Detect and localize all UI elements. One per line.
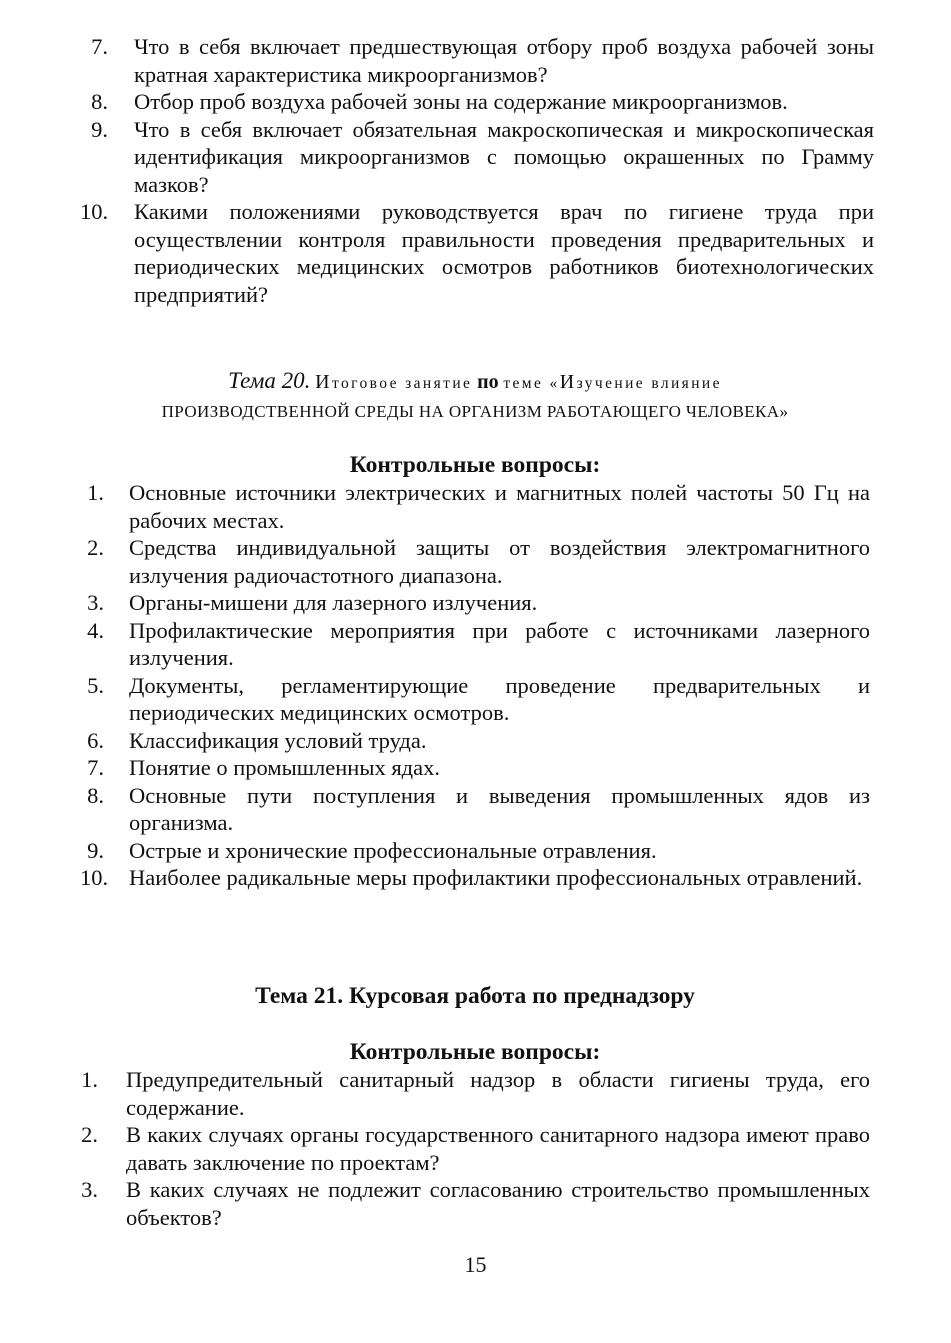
list-item-text: Основные пути поступления и выведения промышленных ядов из организма. xyxy=(129,782,870,835)
list-item xyxy=(80,837,870,865)
list-item-text: Профилактические мероприятия при работе с источниками лазерного излучения. xyxy=(129,617,870,670)
list-item xyxy=(80,754,870,782)
list-item xyxy=(80,672,870,727)
list-item xyxy=(80,479,870,534)
list-item xyxy=(80,534,870,589)
section-21-heading: Контрольные вопросы: xyxy=(349,1039,601,1065)
topic-20-word: зучение влияние xyxy=(576,375,722,392)
list-item-text: Органы-мишени для лазерного излучения. xyxy=(129,590,538,615)
list-item-number: 3. xyxy=(87,590,104,615)
topic-21-title: Тема 21. Курсовая работа по преднадзору xyxy=(255,983,695,1009)
list-item-number: 8. xyxy=(87,782,104,808)
list-item-number: 1. xyxy=(81,1067,98,1092)
questions-list-topic20 xyxy=(80,479,870,892)
topic-20-title-line1 xyxy=(80,367,870,398)
list-item-text: Какими положениями руководствуется врач по гигиене труда при осуществлении контроля правильности проведения предварительных и периодических медицинских осмотров работников биотехнологических предприятий? xyxy=(134,199,874,307)
list-item-number: 7. xyxy=(91,34,108,59)
topic-20-word: теме « xyxy=(503,375,560,392)
topic-20-title xyxy=(80,367,870,426)
topic-20-lead: Тема 20. xyxy=(228,368,311,393)
list-item-text: Документы, регламентирующие проведение предварительных и периодических медицинских осмотров. xyxy=(129,672,870,725)
list-item-number: 9. xyxy=(87,837,104,863)
list-item-number: 2. xyxy=(87,535,104,560)
list-item xyxy=(80,589,870,617)
list-item-text: Отбор проб воздуха рабочей зоны на содержание микроорганизмов. xyxy=(134,89,788,114)
list-item xyxy=(80,116,874,199)
list-item xyxy=(80,727,870,755)
page-number: 15 xyxy=(464,1252,487,1277)
list-item xyxy=(80,88,874,116)
list-item-text: Понятие о промышленных ядах. xyxy=(129,755,440,780)
list-item-number: 4. xyxy=(87,617,104,643)
list-item-text: Острые и хронические профессиональные отравления. xyxy=(129,837,657,863)
questions-list-topic19 xyxy=(80,33,874,308)
list-item-number: 10. xyxy=(80,865,109,890)
list-item-number: 3. xyxy=(81,1177,98,1202)
list-item xyxy=(80,33,874,88)
list-item-number: 1. xyxy=(87,480,104,505)
questions-list-topic21 xyxy=(80,1066,870,1231)
list-item-text: Что в себя включает предшествующая отбору проб воздуха рабочей зоны кратная характеристика микроорганизмов? xyxy=(134,34,874,87)
list-item-number: 9. xyxy=(91,116,108,142)
list-item xyxy=(80,1176,870,1231)
list-item xyxy=(80,864,870,892)
list-item-number: 10. xyxy=(80,199,109,224)
topic-20-word: тоговое занятие xyxy=(331,375,473,392)
list-item xyxy=(80,1066,870,1121)
list-item-number: 7. xyxy=(87,755,104,780)
list-item-number: 5. xyxy=(87,672,104,698)
list-item-text: В каких случаях не подлежит согласованию строительство промышленных объектов? xyxy=(126,1177,870,1230)
list-item-text: В каких случаях органы государственного санитарного надзора имеют право давать заключение по проектам? xyxy=(126,1122,870,1175)
topic-20-word-cap: И xyxy=(559,371,577,393)
list-item-text: Предупредительный санитарный надзор в области гигиены труда, его содержание. xyxy=(126,1067,870,1120)
list-item-number: 6. xyxy=(87,727,104,753)
list-item xyxy=(80,1121,870,1176)
list-item-number: 2. xyxy=(81,1122,98,1147)
topic-20-word-bold: по xyxy=(477,371,499,393)
list-item xyxy=(80,782,870,837)
list-item xyxy=(80,198,874,308)
list-item-text: Что в себя включает обязательная макроскопическая и микроскопическая идентификация микроорганизмов с помощью окрашенных по Грамму мазков? xyxy=(134,116,874,197)
topic-20-title-line2: ПРОИЗВОДСТВЕННОЙ СРЕДЫ НА ОРГАНИЗМ РАБОТАЮЩЕГО ЧЕЛОВЕКА» xyxy=(161,402,789,421)
list-item-text: Средства индивидуальной защиты от воздействия электромагнитного излучения радиочастотного диапазона. xyxy=(129,535,870,588)
list-item-text: Классификация условий труда. xyxy=(129,727,427,753)
topic-20-word-cap: И xyxy=(315,371,332,393)
list-item xyxy=(80,617,870,672)
list-item-number: 8. xyxy=(91,89,108,114)
section-20-heading: Контрольные вопросы: xyxy=(349,452,601,478)
list-item-text: Основные источники электрических и магнитных полей частоты 50 Гц на рабочих местах. xyxy=(129,480,870,533)
list-item-text: Наиболее радикальные меры профилактики профессиональных отравлений. xyxy=(129,865,863,890)
